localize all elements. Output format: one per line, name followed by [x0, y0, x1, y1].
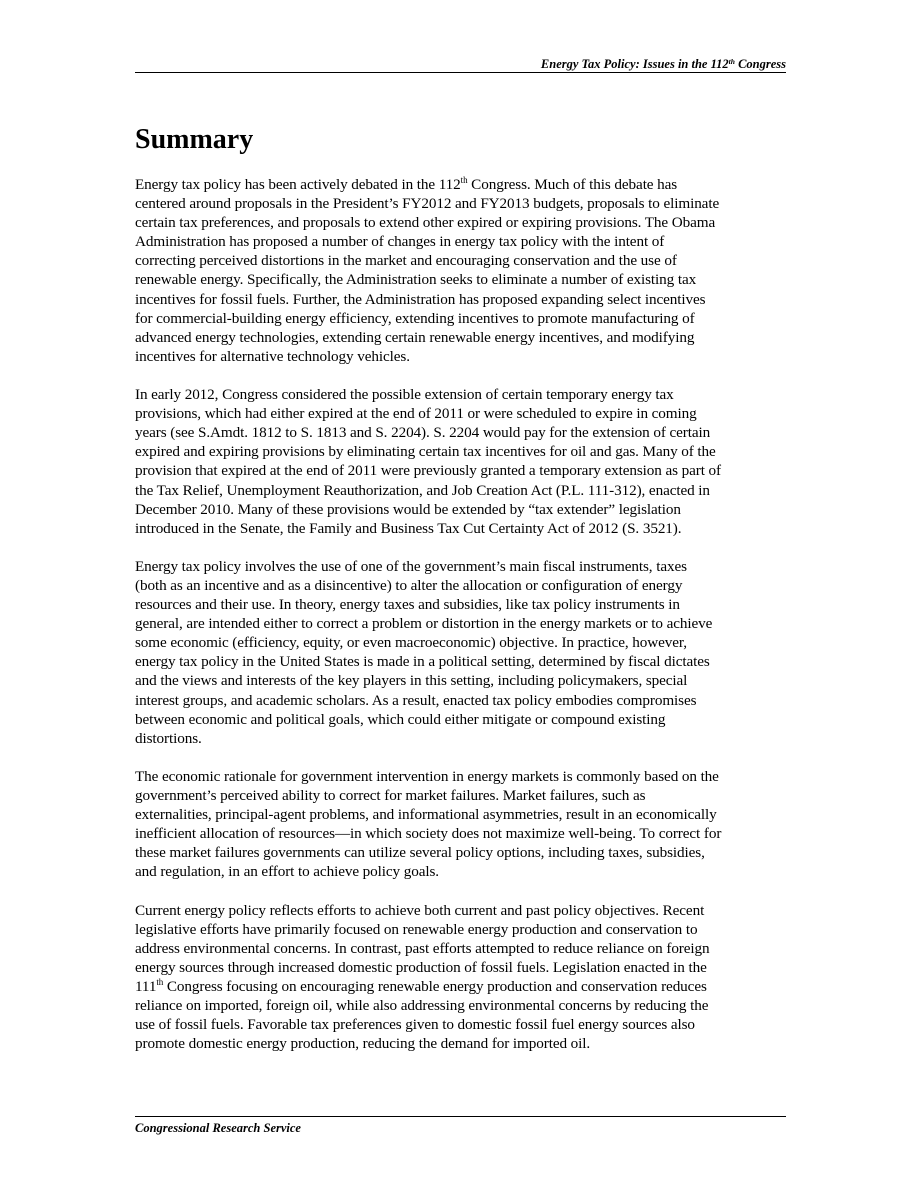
line-text: government’s perceived ability to correct for market failures. Market failures, such as [135, 787, 646, 804]
line-text: centered around proposals in the President’s FY2012 and FY2013 budgets, proposals to eliminate [135, 195, 720, 213]
line-text: advanced energy technologies, extending certain renewable energy incentives, and modifying [135, 328, 695, 346]
running-header-text: Energy Tax Policy: Issues in the 112 [540, 57, 729, 71]
line-text: use of fossil fuels. Favorable tax preferences given to domestic fossil fuel energy sources also [135, 1016, 695, 1034]
paragraph-line [135, 729, 787, 748]
line-text: between economic and political goals, which could either mitigate or compound existing [135, 710, 666, 728]
body-paragraph [135, 385, 787, 538]
running-header-superscript: th [728, 57, 735, 66]
paragraph-line [135, 958, 787, 977]
paragraph-line [135, 920, 787, 939]
line-text: Energy tax policy involves the use of one of the government’s main fiscal instruments, taxes [135, 557, 687, 575]
running-header [135, 56, 786, 72]
body-paragraph [135, 901, 787, 1054]
paragraph-line [135, 232, 787, 251]
summary-body [135, 175, 787, 1072]
line-text: address environmental concerns. In contrast, past efforts attempted to reduce reliance on foreign [135, 939, 710, 957]
body-paragraph [135, 557, 787, 748]
line-text: Congress. Much of this debate has [467, 176, 678, 193]
line-text: distortions. [135, 729, 202, 747]
paragraph-line [135, 710, 787, 729]
footer-publisher: Congressional Research Service [135, 1121, 301, 1135]
line-text: years (see S.Amdt. 1812 to S. 1813 and S. 2204). S. 2204 would pay for the extension of certain [135, 424, 711, 442]
paragraph-line [135, 404, 787, 423]
line-text: the Tax Relief, Unemployment Reauthorization, and Job Creation Act (P.L. 111-312), enacted in [135, 481, 710, 499]
line-text: some economic (efficiency, equity, or even macroeconomic) objective. In practice, however, [135, 634, 687, 652]
paragraph-line [135, 500, 787, 519]
paragraph-line [135, 1034, 787, 1053]
paragraph-line [135, 939, 787, 958]
line-text: Congress focusing on encouraging renewable energy production and conservation reduces [163, 977, 707, 995]
line-text: expired and expiring provisions by eliminating certain tax incentives for oil and gas. Many of the [135, 443, 716, 461]
line-text: and regulation, in an effort to achieve policy goals. [135, 863, 439, 881]
paragraph-line [135, 996, 787, 1015]
paragraph-line [135, 519, 787, 538]
line-text: Energy tax policy has been actively debated in the 112 [135, 176, 461, 193]
line-text: general, are intended either to correct a problem or distortion in the energy markets or to achieve [135, 615, 713, 633]
body-paragraph [135, 175, 787, 366]
paragraph-line [135, 442, 787, 461]
line-text: energy sources through increased domestic production of fossil fuels. Legislation enacted in the [135, 958, 707, 976]
line-text: The economic rationale for government intervention in energy markets is commonly based on the [135, 767, 719, 785]
paragraph-line [135, 328, 787, 347]
paragraph-line [135, 347, 787, 366]
paragraph-line [135, 213, 787, 232]
paragraph-line [135, 901, 787, 920]
line-text: externalities, principal-agent problems, and informational asymmetries, result in an economically [135, 806, 717, 824]
line-text: In early 2012, Congress considered the possible extension of certain temporary energy tax [135, 386, 674, 404]
paragraph-line [135, 862, 787, 881]
ordinal-superscript: th [156, 976, 164, 987]
line-text: Current energy policy reflects efforts to achieve both current and past policy objectives. Recent [135, 901, 705, 919]
paragraph-line [135, 481, 787, 500]
paragraph-line [135, 251, 787, 270]
paragraph-line [135, 461, 787, 480]
line-text: provision that expired at the end of 2011 were previously granted a temporary extension as part of [135, 462, 721, 480]
paragraph-line [135, 290, 787, 309]
line-text: certain tax preferences, and proposals to extend other expired or expiring provisions. The Obama [135, 214, 716, 232]
section-title: Summary [135, 124, 254, 155]
paragraph-line [135, 767, 787, 786]
line-text: these market failures governments can utilize several policy options, including taxes, subsidies, [135, 844, 705, 862]
line-text: correcting perceived distortions in the market and encouraging conservation and the use of [135, 252, 677, 270]
paragraph-line [135, 385, 787, 404]
paragraph-line [135, 309, 787, 328]
paragraph-line [135, 671, 787, 690]
line-text: for commercial-building energy efficiency, extending incentives to promote manufacturing of [135, 309, 695, 327]
line-text: 111 [135, 977, 157, 995]
paragraph-line [135, 270, 787, 289]
paragraph-line [135, 652, 787, 671]
footer-rule [135, 1116, 786, 1117]
line-text: Administration has proposed a number of changes in energy tax policy with the intent of [135, 233, 665, 251]
line-text: incentives for fossil fuels. Further, the Administration has proposed expanding select incentives [135, 290, 706, 308]
paragraph-line [135, 633, 787, 652]
line-text: provisions, which had either expired at the end of 2011 or were scheduled to expire in coming [135, 405, 697, 423]
paragraph-line [135, 805, 787, 824]
line-text: incentives for alternative technology vehicles. [135, 347, 410, 365]
line-text: interest groups, and academic scholars. As a result, enacted tax policy embodies compromises [135, 691, 697, 709]
line-text: legislative efforts have primarily focused on renewable energy production and conservation to [135, 920, 698, 938]
paragraph-line [135, 194, 787, 213]
line-text: reliance on imported, foreign oil, while also addressing environmental concerns by reducing the [135, 997, 709, 1015]
paragraph-line [135, 824, 787, 843]
line-text: promote domestic energy production, reducing the demand for imported oil. [135, 1035, 591, 1053]
paragraph-line [135, 576, 787, 595]
paragraph-line [135, 1015, 787, 1034]
paragraph-line [135, 614, 787, 633]
paragraph-line [135, 175, 787, 194]
paragraph-line [135, 843, 787, 862]
paragraph-line [135, 786, 787, 805]
line-text: renewable energy. Specifically, the Administration seeks to eliminate a number of existing tax [135, 271, 697, 289]
body-paragraph [135, 767, 787, 882]
paragraph-line [135, 977, 787, 996]
line-text: December 2010. Many of these provisions would be extended by “tax extender” legislation [135, 500, 681, 518]
line-text: introduced in the Senate, the Family and Business Tax Cut Certainty Act of 2012 (S. 3521). [135, 519, 682, 537]
paragraph-line [135, 557, 787, 576]
ordinal-superscript: th [460, 175, 468, 185]
header-rule [135, 72, 786, 73]
line-text: resources and their use. In theory, energy taxes and subsidies, like tax policy instruments in [135, 596, 680, 614]
line-text: (both as an incentive and as a disincentive) to alter the allocation or configuration of energy [135, 576, 683, 594]
line-text: inefficient allocation of resources—in which society does not maximize well-being. To correct for [135, 825, 722, 843]
running-header-text-end: Congress [734, 57, 786, 71]
line-text: and the views and interests of the key players in this setting, including policymakers, special [135, 672, 688, 690]
paragraph-line [135, 595, 787, 614]
line-text: energy tax policy in the United States is made in a political setting, determined by fiscal dictates [135, 653, 710, 671]
paragraph-line [135, 691, 787, 710]
paragraph-line [135, 423, 787, 442]
